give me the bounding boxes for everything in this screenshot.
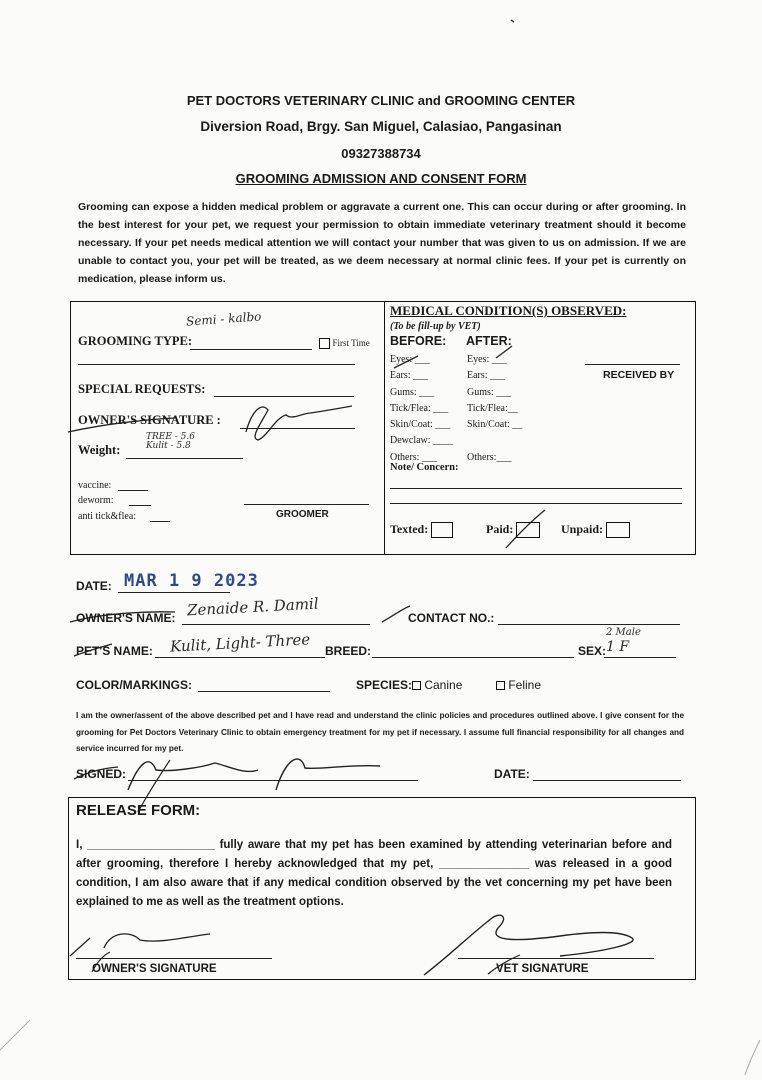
release-owner-signature-label: OWNER'S SIGNATURE [92, 963, 217, 975]
vaccine-line[interactable] [118, 490, 148, 491]
antitick-line[interactable] [150, 521, 170, 522]
weight-value-2: Kulit - 5.8 [146, 441, 191, 451]
release-title: RELEASE FORM: [76, 802, 201, 819]
unpaid-checkbox[interactable] [606, 522, 630, 538]
dewclaw-row: Dewclaw: ____ [390, 435, 454, 447]
species-label: SPECIES: [356, 678, 413, 692]
feline-checkbox[interactable] [496, 681, 505, 690]
special-requests-label: SPECIAL REQUESTS: [78, 382, 206, 396]
note-label: Note/ Concern: [390, 462, 459, 473]
condition-before: Ears: ___ [390, 370, 429, 382]
medical-subtitle: (To be fill-up by VET) [390, 321, 481, 332]
texted-label: Texted: [390, 522, 429, 536]
condition-after: Tick/Flea:__ [467, 402, 518, 414]
sex-value: 1 F [606, 639, 630, 655]
before-label: BEFORE: [390, 334, 447, 348]
feline-label: Feline [508, 678, 542, 692]
deworm-line[interactable] [129, 505, 151, 506]
date-stamp: MAR 1 9 2023 [124, 571, 259, 591]
owner-name-value: Zenaide R. Damil [186, 594, 319, 620]
date-label: DATE: [76, 579, 112, 593]
texted-checkbox[interactable] [431, 522, 453, 538]
clinic-phone: 09327388734 [341, 146, 421, 161]
weight-line[interactable] [126, 458, 243, 459]
note-line-2[interactable] [390, 503, 682, 504]
paid-checkbox[interactable] [516, 522, 540, 538]
owner-name-line[interactable] [182, 624, 370, 625]
first-time-label: First Time [332, 338, 370, 348]
received-by-line[interactable] [585, 364, 680, 365]
medical-title: MEDICAL CONDITION(S) OBSERVED: [390, 303, 627, 318]
condition-after: Eyes: ___ [467, 354, 507, 365]
form-title: GROOMING ADMISSION AND CONSENT FORM [235, 171, 527, 186]
weight-label: Weight: [78, 443, 121, 457]
condition-before: Skin/Coat: ___ [390, 419, 451, 431]
canine-checkbox[interactable] [412, 681, 421, 690]
sex-label: SEX: [578, 644, 607, 658]
clinic-name: PET DOCTORS VETERINARY CLINIC and GROOMING CENTER [186, 93, 576, 108]
color-label: COLOR/MARKINGS: [76, 678, 192, 692]
sex-line[interactable] [604, 657, 676, 658]
vaccine-label: vaccine: [78, 480, 112, 491]
paid-label: Paid: [486, 522, 514, 536]
groomer-label: GROOMER [276, 509, 329, 520]
received-by-label: RECEIVED BY [603, 369, 675, 381]
clinic-address: Diversion Road, Brgy. San Miguel, Calasiao, Pangasinan [200, 119, 562, 134]
consent-paragraph: I am the owner/assent of the above described pet and I have read and understand the clinic policies and procedures outlined above. I give consent for the grooming for Pet Doctors Veterinary Clinic to obtain emergency treatment for my pet if necessary. I assume full financial responsibility for all changes and service incurred for my pet. [76, 711, 684, 753]
paid-option[interactable] [486, 522, 540, 538]
signed-date-label: DATE: [494, 767, 530, 781]
condition-before: Eyes: ___ [390, 354, 430, 365]
texted-option[interactable] [390, 522, 453, 538]
owner-signature-label: OWNER'S SIGNATURE : [78, 413, 221, 427]
grooming-type-value: Semi - kalbo [185, 309, 262, 329]
condition-after: Ears: ___ [467, 370, 506, 382]
intro-paragraph: Grooming can expose a hidden medical problem or aggravate a current one. This can occur during or after grooming. In the best interest for your pet, we request your permission to obtain immediate veterinary treatment should it become necessary. If your pet needs medical attention we will contact your number that was given to us on admission. If we are unable to contact you, your pet will be treated, as we deem necessary at normal clinic fees. If your pet is currently on medication, please inform us. [78, 201, 686, 285]
unpaid-option[interactable] [561, 522, 630, 538]
release-paragraph: I, ____________________ fully aware that my pet has been examined by attending veterinarian before and after grooming, therefore I hereby acknowledged that my pet, ______________ was released in a good condition, I am also aware that if any medical condition observed by the vet concerning my pet have been explained to me as well as the treatment options. [76, 839, 672, 908]
others-before-row: Others: ___ [390, 451, 437, 463]
unpaid-label: Unpaid: [561, 522, 604, 536]
pet-name-line[interactable] [155, 657, 325, 658]
canine-label: Canine [424, 678, 463, 692]
condition-before: Gums: ___ [390, 386, 435, 398]
condition-after: Skin/Coat: __ [467, 419, 523, 431]
canine-option[interactable] [412, 678, 462, 692]
release-owner-sign-line[interactable] [76, 958, 272, 959]
groomer-line[interactable] [244, 504, 369, 505]
grooming-type-label: GROOMING TYPE: [78, 334, 193, 348]
conditions-after-list [467, 352, 522, 466]
date-line[interactable] [118, 592, 230, 593]
release-vet-sign-line[interactable] [458, 958, 654, 959]
contact-label: CONTACT NO.: [408, 611, 495, 625]
condition-before: Tick/Flea: ___ [390, 402, 449, 414]
breed-label: BREED: [325, 644, 372, 658]
signed-date-line[interactable] [533, 780, 681, 781]
sex-value-top: 2 Male [606, 627, 641, 638]
condition-after: Gums: ___ [467, 386, 512, 398]
signed-line[interactable] [128, 780, 418, 781]
feline-option[interactable] [496, 678, 541, 692]
breed-line[interactable] [372, 657, 574, 658]
color-line[interactable] [198, 691, 330, 692]
pet-name-label: PET'S NAME: [76, 644, 153, 658]
owner-name-label: OWNER'S NAME: [76, 611, 176, 625]
weight-value-1: TREE - 5.6 [146, 432, 195, 442]
conditions-before-list [390, 352, 453, 466]
release-vet-signature-label: VET SIGNATURE [496, 963, 589, 975]
note-line-1[interactable] [390, 488, 682, 489]
pet-name-value: Kulit, Light- Three [169, 630, 311, 656]
others-after-row: Others:___ [467, 451, 512, 463]
antitick-label: anti tick&flea: [78, 511, 137, 522]
contact-line[interactable] [498, 624, 680, 625]
deworm-label: deworm: [78, 495, 114, 506]
signed-label: SIGNED: [76, 767, 127, 781]
after-label: AFTER: [466, 334, 512, 348]
